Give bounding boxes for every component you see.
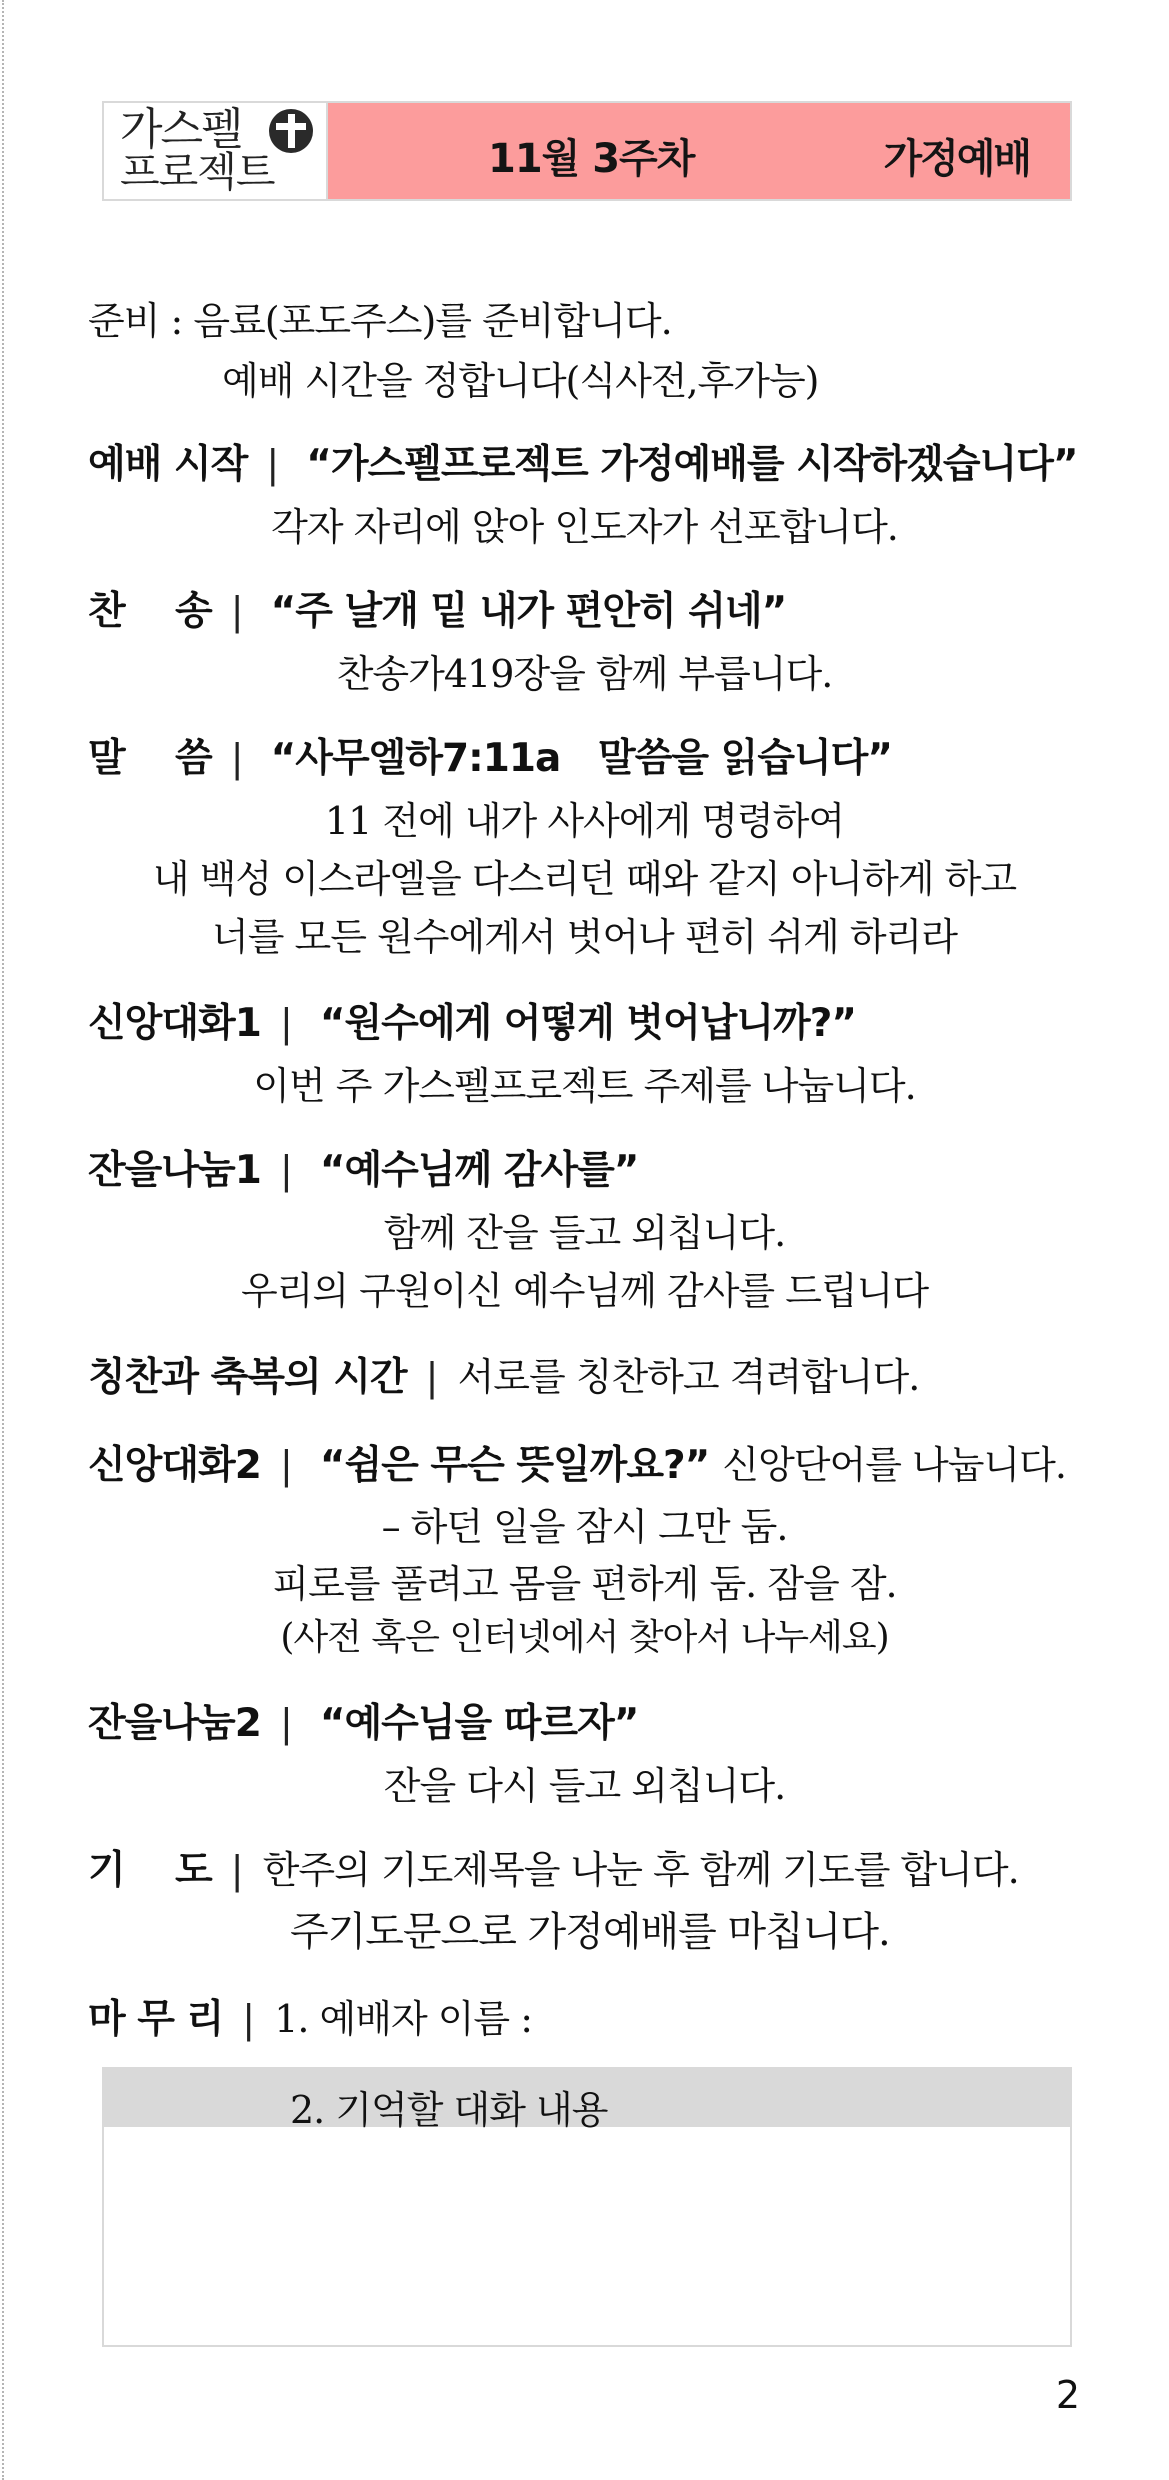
- separator: |: [425, 1355, 439, 1399]
- separator: |: [279, 1701, 293, 1745]
- section-label: 칭찬과 축복의 시간: [88, 1355, 407, 1400]
- section-praise-row: [88, 1355, 920, 1400]
- section-talk2-row: [88, 1443, 1066, 1488]
- separator: |: [242, 1997, 256, 2041]
- banner: [328, 103, 1070, 199]
- conversation-notes-box[interactable]: [102, 2067, 1072, 2347]
- definition-line: (사전 혹은 인터넷에서 찾아서 나누세요): [280, 1617, 889, 1658]
- section-line: 찬송가419장을 함께 부릅니다.: [336, 652, 833, 696]
- section-line: 우리의 구원이신 예수님께 감사를 드립니다: [240, 1269, 929, 1313]
- logo-line2: 프로젝트: [120, 148, 275, 196]
- section-text: 서로를 칭찬하고 격려합니다.: [457, 1355, 920, 1399]
- worshipper-name-label: 1. 예배자 이름 :: [274, 1997, 533, 2041]
- logo-line1: 가스펠: [120, 104, 242, 155]
- section-quote: “사무엘하7:11a 말씀을 읽습니다”: [270, 736, 892, 781]
- section-label: 기 도: [88, 1848, 212, 1893]
- section-label: 잔을나눔2: [88, 1701, 261, 1746]
- section-quote: “주 날개 밑 내가 편안히 쉬네”: [270, 589, 787, 634]
- section-label: 신앙대화2: [88, 1443, 261, 1488]
- cross-icon: [269, 109, 313, 153]
- notes-header: [104, 2069, 1070, 2132]
- section-line: 이번 주 가스펠프로젝트 주제를 나눕니다.: [253, 1064, 916, 1108]
- separator: |: [230, 589, 244, 633]
- page-number: 2: [1055, 2373, 1080, 2417]
- section-line: 잔을 다시 들고 외칩니다.: [383, 1764, 786, 1808]
- section-cup1-row: [88, 1148, 639, 1193]
- separator: |: [266, 442, 280, 486]
- section-start-row: [88, 442, 1078, 487]
- logo: [104, 103, 328, 199]
- section-quote: “가스펠프로젝트 가정예배를 시작하겠습니다”: [306, 442, 1078, 487]
- section-hymn-row: [88, 589, 787, 634]
- section-cup2-row: [88, 1701, 639, 1746]
- section-label: 마 무 리: [88, 1997, 224, 2042]
- separator: |: [230, 736, 244, 780]
- scripture-line: 너를 모든 원수에게서 벗어나 편히 쉬게 하리라: [212, 915, 957, 959]
- week-label: 11월 3주차: [488, 136, 695, 182]
- section-line: 각자 자리에 앉아 인도자가 선포합니다.: [271, 505, 898, 549]
- definition-line: 피로를 풀려고 몸을 편하게 둠. 잠을 잠.: [272, 1562, 897, 1606]
- section-quote: “원수에게 어떻게 벗어납니까?”: [319, 1001, 856, 1046]
- section-label: 말 씀: [88, 736, 212, 781]
- section-prayer-row: [88, 1848, 1019, 1893]
- section-label: 찬 송: [88, 589, 212, 634]
- header-banner: [102, 101, 1072, 201]
- section-label: 신앙대화1: [88, 1001, 261, 1046]
- section-label: 잔을나눔1: [88, 1148, 261, 1193]
- service-title: 가정예배: [883, 136, 1030, 182]
- prep-line1: 준비 : 음료(포도주스)를 준비합니다.: [88, 299, 672, 343]
- separator: |: [230, 1848, 244, 1892]
- section-closing-row: [88, 1997, 533, 2042]
- separator: |: [279, 1001, 293, 1045]
- section-label: 예배 시작: [88, 442, 248, 487]
- separator: |: [279, 1148, 293, 1192]
- section-quote: “예수님을 따르자”: [319, 1701, 639, 1746]
- section-text: 신앙단어를 나눕니다.: [722, 1443, 1066, 1487]
- section-line: 주기도문으로 가정예배를 마칩니다.: [290, 1909, 890, 1955]
- section-line: 함께 잔을 들고 외칩니다.: [383, 1211, 786, 1255]
- notes-header-label: 2. 기억할 대화 내용: [290, 2088, 608, 2132]
- section-talk1-row: [88, 1001, 856, 1046]
- scripture-line: 11 전에 내가 사사에게 명령하여: [324, 799, 845, 843]
- section-text: 한주의 기도제목을 나눈 후 함께 기도를 합니다.: [262, 1848, 1019, 1892]
- section-quote: “쉼은 무슨 뜻일까요?”: [319, 1443, 710, 1488]
- scripture-line: 내 백성 이스라엘을 다스리던 때와 같지 아니하게 하고: [152, 857, 1017, 901]
- section-quote: “예수님께 감사를”: [319, 1148, 639, 1193]
- definition-line: – 하던 일을 잠시 그만 둠.: [381, 1505, 788, 1549]
- prep-line2: 예배 시간을 정합니다(식사전,후가능): [222, 359, 819, 403]
- separator: |: [279, 1443, 293, 1487]
- section-word-row: [88, 736, 892, 781]
